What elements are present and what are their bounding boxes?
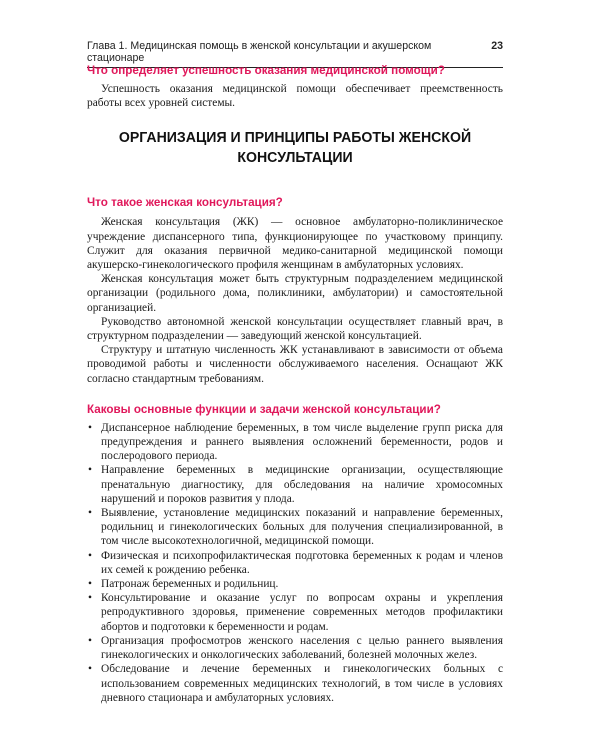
bullet-icon: • [88, 421, 92, 434]
list-item: • Организация профосмотров женского населения с целью раннего выявления гинекологических и онкологических заболеваний, болезней молочных желез. [88, 634, 503, 662]
section-title-line-2: КОНСУЛЬТАЦИИ [237, 149, 353, 167]
bullet-icon: • [88, 464, 92, 477]
bullet-icon: • [88, 507, 92, 520]
section-title-line-1: ОРГАНИЗАЦИЯ И ПРИНЦИПЫ РАБОТЫ ЖЕНСКОЙ [118, 129, 472, 147]
list-item: • Выявление, установление медицинских показаний и направление беременных, родильниц и гинекологических больных для получения специализированной, в том числе высокотехнологичной, медицинской помощи. [88, 507, 503, 548]
page-content [87, 60, 503, 705]
bullet-icon: • [88, 663, 92, 676]
paragraph: Структуру и штатную численность ЖК устанавливают в зависимости от объема проводимой работы и численности обслуживаемого населения. Оснащают ЖК согласно стандартным требованиям. [87, 344, 503, 385]
list-item: • Диспансерное наблюдение беременных, в том числе выделение групп риска для предупреждения и раннего выявления осложнений беременности, родов и послеродового периода. [88, 421, 503, 463]
bullet-icon: • [88, 578, 92, 591]
question-heading-success: Что определяет успешность оказания медицинской помощи? [87, 63, 445, 77]
functions-list [87, 421, 503, 705]
question-heading-functions: Каковы основные функции и задачи женской консультации? [87, 401, 441, 416]
section-title [102, 128, 489, 168]
question-heading-what-is: Что такое женская консультация? [87, 195, 283, 210]
list-item: • Патронаж беременных и родильниц. [88, 578, 279, 591]
what-is-paragraphs [87, 215, 503, 385]
bullet-icon: • [88, 592, 92, 605]
list-item: • Направление беременных в медицинские организации, осуществляющие пренатальную диагностику, для обследования на наличие хромосомных нарушений и пороков развития у плода. [88, 464, 503, 505]
page-number: 23 [491, 40, 503, 52]
bullet-icon: • [88, 549, 92, 562]
bullet-icon: • [88, 634, 92, 647]
paragraph: Руководство автономной женской консультации осуществляет главный врач, в структурном подразделении — заведующий женской консультацией. [87, 315, 503, 343]
paragraph: Женская консультация (ЖК) — основное амбулаторно-поликлиническое учреждение диспансерного типа, функционирующее по участковому принципу. Служит для оказания первичной медико-санитарной медицинской помощи акушерско-гинекологического профиля женщинам в амбулаторных условиях. [87, 216, 503, 272]
paragraph: Женская консультация может быть структурным подразделением медицинской организации (родильного дома, поликлиники, амбулатории) и самостоятельной организацией. [87, 273, 503, 314]
paragraph-success: Успешность оказания медицинской помощи обеспечивает преемственность работы всех уровней системы. [87, 83, 503, 110]
running-title: Глава 1. Медицинская помощь в женской консультации и акушерском стационаре [87, 40, 432, 64]
list-item: • Консультирование и оказание услуг по вопросам охраны и укрепления репродуктивного здоровья, применение современных методов профилактики абортов и подготовки к беременности и родам. [88, 592, 503, 633]
list-item: • Физическая и психопрофилактическая подготовка беременных к родам и членов их семей к рождению ребенка. [88, 549, 503, 576]
list-item: • Обследование и лечение беременных и гинекологических больных с использованием современных медицинских технологий, в том числе в условиях дневного стационара и амбулаторных условиях. [88, 663, 503, 704]
